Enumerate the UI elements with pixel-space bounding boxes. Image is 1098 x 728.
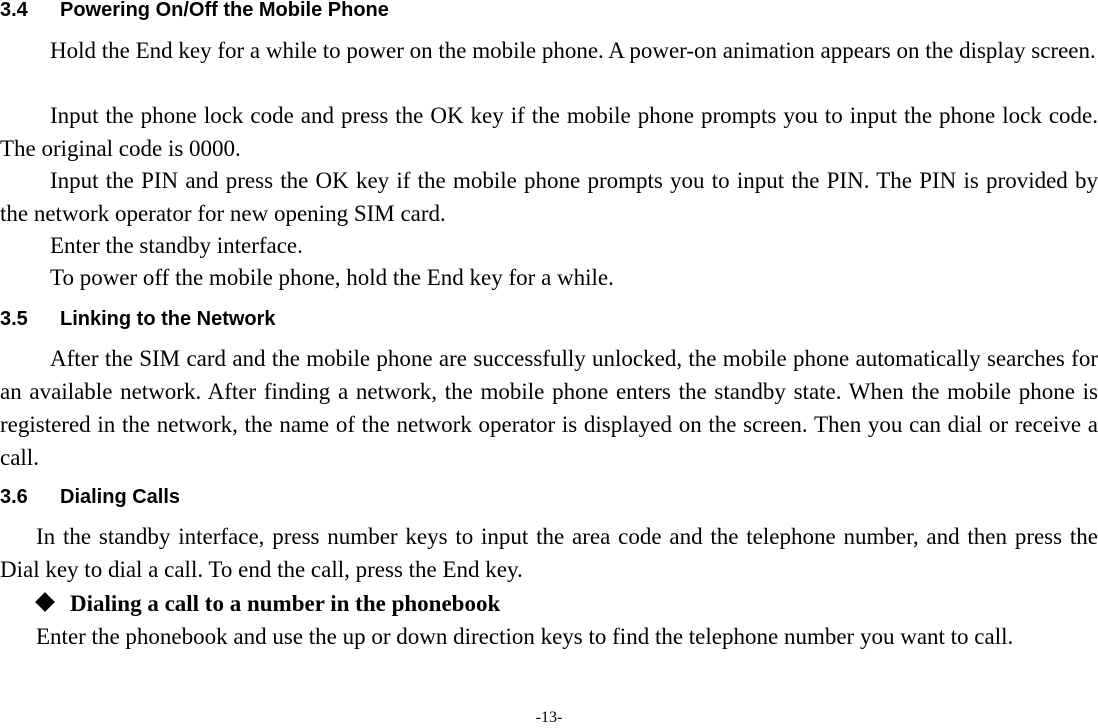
paragraph-network: After the SIM card and the mobile phone are successfully unlocked, the mobile phone automatically searches for an available network. After finding a network, the mobile phone enters the standby state. When the mobile phone is registered in the network, the name of the network operator is displayed on the screen. Then you can dial or receive a call. xyxy=(0,346,1098,470)
section-number: 3.4 xyxy=(0,0,28,21)
page-number: -13- xyxy=(535,709,563,726)
section-title: Powering On/Off the Mobile Phone xyxy=(60,0,389,21)
bullet-heading-phonebook xyxy=(38,589,500,619)
paragraph-standby: Enter the standby interface. xyxy=(50,233,303,258)
paragraph-pin: Input the PIN and press the OK key if the mobile phone prompts you to input the PIN. The PIN is provided by the network operator for new opening SIM card. xyxy=(0,168,1098,226)
diamond-bullet-icon xyxy=(35,592,55,612)
paragraph-phonebook: Enter the phonebook and use the up or down direction keys to find the telephone number you want to call. xyxy=(36,624,1014,649)
paragraph-power-off: To power off the mobile phone, hold the End key for a while. xyxy=(50,265,614,290)
paragraph-phone-lock: Input the phone lock code and press the OK key if the mobile phone prompts you to input the phone lock code. The original code is 0000. xyxy=(0,103,1098,161)
bullet-title: Dialing a call to a number in the phonebook xyxy=(70,591,501,616)
section-heading-3-5 xyxy=(0,307,276,331)
section-title: Dialing Calls xyxy=(60,486,181,508)
paragraph-dialing: In the standby interface, press number keys to input the area code and the telephone number, and then press the Dial key to dial a call. To end the call, press the End key. xyxy=(0,524,1098,582)
section-number: 3.6 xyxy=(0,486,28,508)
section-heading-3-6 xyxy=(0,485,180,509)
paragraph-power-on: Hold the End key for a while to power on the mobile phone. A power-on animation appears on the display screen. xyxy=(50,38,1096,63)
section-title: Linking to the Network xyxy=(60,308,276,330)
section-number: 3.5 xyxy=(0,308,28,330)
section-heading-3-4 xyxy=(0,0,389,22)
